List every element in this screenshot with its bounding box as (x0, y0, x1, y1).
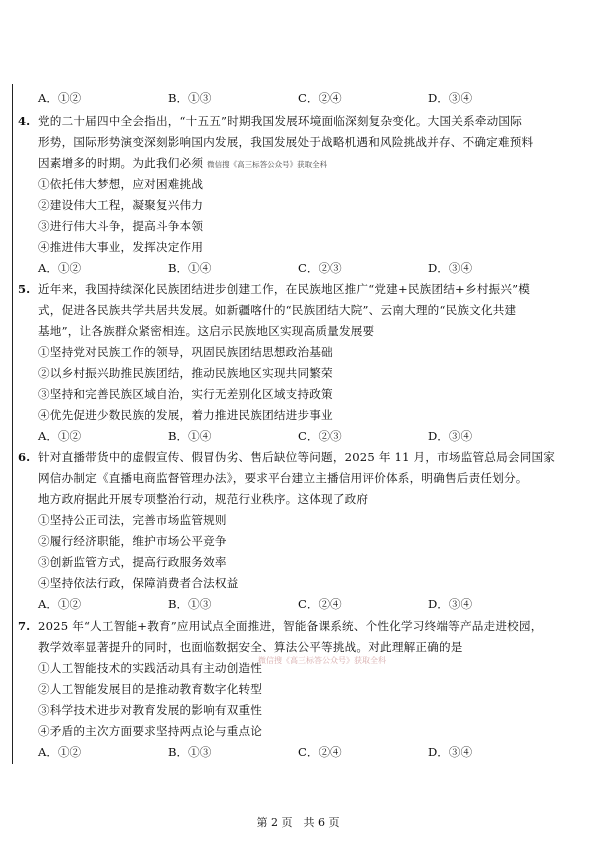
statement-2: ②履行经济职能，维护市场公平竞争 (38, 534, 227, 548)
statement-4: ④推进伟大事业，发挥决定作用 (38, 240, 204, 254)
q5-option-d[interactable]: D．③④ (428, 429, 473, 443)
q7-option-a[interactable]: A．①② (38, 745, 82, 759)
q3-option-c[interactable]: C．②④ (298, 91, 342, 105)
question-stem-line: 地方政府据此开展专项整治行动，规范行业秩序。这体现了政府 (38, 492, 369, 506)
q4-option-c[interactable]: C．②③ (298, 261, 342, 275)
statement-1: ①坚持公正司法，完善市场监管规则 (38, 513, 227, 527)
statement-2: ②人工智能发展目的是推动教育数字化转型 (38, 682, 263, 696)
statement-3: ③创新监管方式，提高行政服务效率 (38, 555, 227, 569)
q6-option-c[interactable]: C．②④ (298, 597, 342, 611)
statement-3: ③科学技术进步对教育发展的影响有双重性 (38, 703, 263, 717)
statement-4: ④坚持依法行政，保障消费者合法权益 (38, 576, 239, 590)
statement-2: ②建设伟大工程，凝聚复兴伟力 (38, 198, 204, 212)
statement-4: ④优先促进少数民族的发展，着力推进民族团结进步事业 (38, 408, 333, 422)
statement-1: ①人工智能技术的实践活动具有主动创造性 (38, 661, 263, 675)
question-stem-line: 形势，国际形势演变深刻影响国内发展，我国发展处于战略机遇和风险挑战并存、不确定难预料 (38, 135, 534, 149)
question-stem-line: 2025 年“人工智能+教育”应用试点全面推进，智能备课系统、个性化学习终端等产品走进校园， (38, 619, 543, 633)
question-stem-line: 网信办制定《直播电商监督管理办法》，要求平台建立主播信用评价体系，明确售后责任划分。 (38, 471, 528, 485)
statement-3: ③坚持和完善民族区域自治，实行无差别化区域支持政策 (38, 387, 333, 401)
q3-option-b[interactable]: B．①③ (168, 91, 212, 105)
q5-option-a[interactable]: A．①② (38, 429, 82, 443)
question-number: 6. (18, 450, 31, 464)
question-number: 5. (18, 282, 31, 296)
question-stem-line: 近年来，我国持续深化民族团结进步创建工作，在民族地区推广“党建+民族团结+乡村振兴”模 (38, 282, 531, 296)
question-stem-line: 党的二十届四中全会指出，“十五五”时期我国发展环境面临深刻复杂变化。大国关系牵动国际 (38, 114, 523, 128)
q6-option-d[interactable]: D．③④ (428, 597, 473, 611)
q6-option-b[interactable]: B．①③ (168, 597, 212, 611)
q5-option-b[interactable]: B．①④ (168, 429, 212, 443)
q7-option-b[interactable]: B．①③ (168, 745, 212, 759)
statement-4: ④矛盾的主次方面要求坚持两点论与重点论 (38, 724, 263, 738)
question-stem-line (38, 158, 327, 170)
q7-option-d[interactable]: D．③④ (428, 745, 473, 759)
q7-option-c[interactable]: C．②④ (298, 745, 342, 759)
question-number: 4. (18, 114, 31, 128)
question-stem-line: 针对直播带货中的虚假宣传、假冒伪劣、售后缺位等问题，2025 年 11 月，市场监管总局会同国家 (38, 450, 556, 464)
statement-3: ③进行伟大斗争，提高斗争本领 (38, 219, 204, 233)
question-stem-line: 基地”，让各族群众紧密相连。这启示民族地区实现高质量发展要 (38, 324, 375, 338)
question-number: 7. (18, 619, 31, 633)
q4-option-d[interactable]: D．③④ (428, 261, 473, 275)
question-stem-text: 因素增多的时期。为此我们必须 (38, 156, 204, 170)
q4-option-b[interactable]: B．①④ (168, 261, 212, 275)
q3-option-a[interactable]: A．①② (38, 91, 82, 105)
q5-option-c[interactable]: C．②③ (298, 429, 342, 443)
q4-option-a[interactable]: A．①② (38, 261, 82, 275)
question-stem-line: 式，促进各民族共学共居共发展。如新疆喀什的“民族团结大院”、云南大理的“民族文化共建 (38, 303, 517, 317)
faint-watermark: 微信搜《高三标答公众号》获取全科 (258, 656, 386, 665)
page-footer: 第 2 页 共 6 页 (256, 816, 340, 829)
watermark-text: 微信搜《高三标答公众号》获取全科 (207, 160, 328, 169)
question-stem-line: 教学效率显著提升的同时，也面临数据安全、算法公平等挑战。对此理解正确的是 (38, 640, 463, 654)
statement-1: ①坚持党对民族工作的领导，巩固民族团结思想政治基础 (38, 345, 333, 359)
statement-1: ①依托伟大梦想，应对困难挑战 (38, 177, 204, 191)
statement-2: ②以乡村振兴助推民族团结，推动民族地区实现共同繁荣 (38, 366, 333, 380)
binding-margin-line (12, 84, 13, 764)
q6-option-a[interactable]: A．①② (38, 597, 82, 611)
q3-option-d[interactable]: D．③④ (428, 91, 473, 105)
